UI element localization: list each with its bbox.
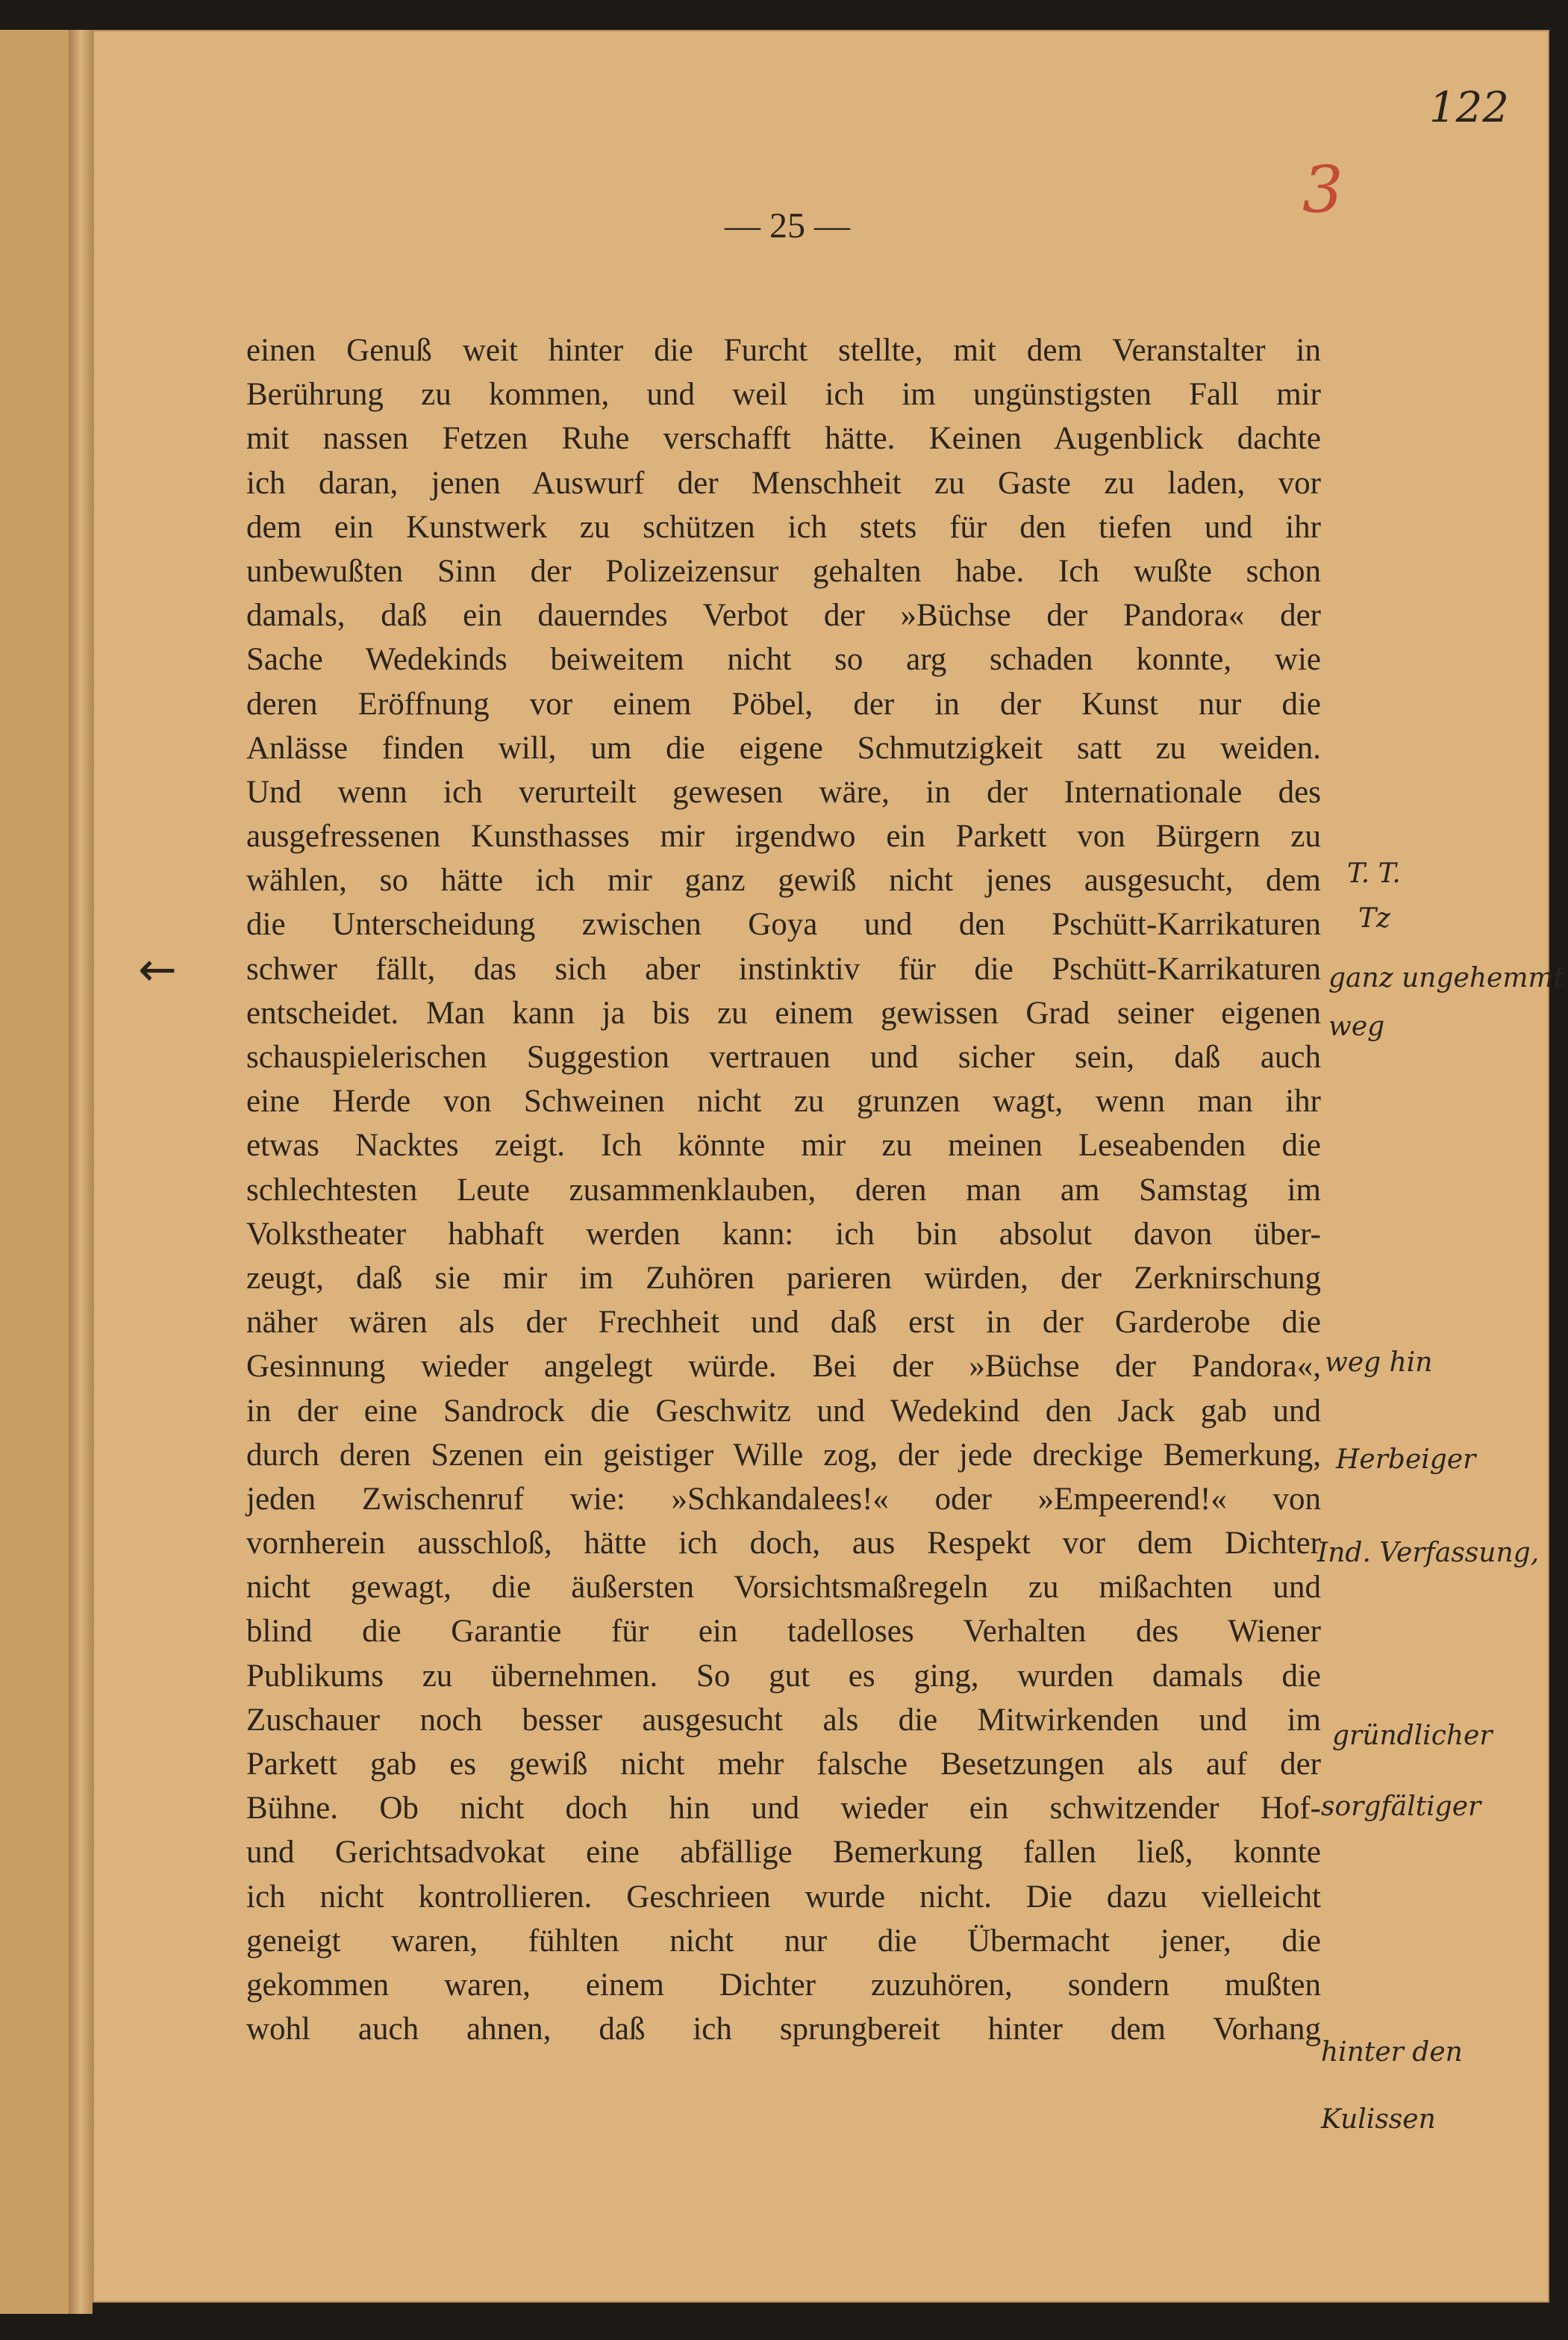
text-line: schlechtesten Leute zusammenklauben, deren man am Samstag im xyxy=(246,1172,1321,1208)
text-line: blind die Garantie für ein tadelloses Verhalten des Wiener xyxy=(246,1614,1321,1650)
text-line: Bühne. Ob nicht doch hin und wieder ein schwitzender Hof- xyxy=(246,1791,1321,1826)
text-line: wählen, so hätte ich mir ganz gewiß nicht jenes ausgesucht, dem xyxy=(246,863,1321,899)
text-line: gekommen waren, einem Dichter zuzuhören, sondern mußten xyxy=(246,1967,1321,2003)
text-line: ich daran, jenen Auswurf der Menschheit zu Gaste zu laden, vor xyxy=(246,465,1321,501)
margin-note: gründlicher xyxy=(1332,1720,1493,1751)
text-line: etwas Nacktes zeigt. Ich könnte mir zu meinen Leseabenden die xyxy=(246,1128,1321,1164)
text-line: Und wenn ich verurteilt gewesen wäre, in der Internationale des xyxy=(246,774,1321,810)
margin-note: weg hin xyxy=(1325,1347,1433,1378)
margin-note: Tz xyxy=(1358,903,1390,934)
text-line: wohl auch ahnen, daß ich sprungbereit hinter dem Vorhang xyxy=(246,2012,1321,2047)
text-line: Publikums zu übernehmen. So gut es ging, wurden damals die xyxy=(246,1658,1321,1694)
text-line: ausgefressenen Kunsthasses mir irgendwo ein Parkett von Bürgern zu xyxy=(246,819,1321,855)
text-line: ich nicht kontrollieren. Geschrieen wurde nicht. Die dazu vielleicht xyxy=(246,1879,1321,1915)
text-line: schauspielerischen Suggestion vertrauen und sicher sein, daß auch xyxy=(246,1040,1321,1075)
text-line: jeden Zwischenruf wie: »Schkandalees!« oder »Empeerend!« von xyxy=(246,1481,1321,1517)
text-line: Volkstheater habhaft werden kann: ich bin absolut davon über- xyxy=(246,1216,1321,1252)
margin-arrow-icon: ← xyxy=(138,942,177,996)
text-line: geneigt waren, fühlten nicht nur die Übermacht jener, die xyxy=(246,1923,1321,1959)
text-line: zeugt, daß sie mir im Zuhören parieren würden, der Zerknirschung xyxy=(246,1260,1321,1296)
body-text xyxy=(246,328,1321,2051)
margin-note: T. T. xyxy=(1347,858,1401,889)
text-line: Parkett gab es gewiß nicht mehr falsche Besetzungen als auf der xyxy=(246,1747,1321,1782)
text-line: mit nassen Fetzen Ruhe verschafft hätte. Keinen Augenblick dachte xyxy=(246,421,1321,457)
text-line: entscheidet. Man kann ja bis zu einem gewissen Grad seiner eigenen xyxy=(246,995,1321,1031)
text-line: nicht gewagt, die äußersten Vorsichtsmaßregeln zu mißachten und xyxy=(246,1570,1321,1606)
text-line: näher wären als der Frechheit und daß erst in der Garderobe die xyxy=(246,1305,1321,1341)
text-line: durch deren Szenen ein geistiger Wille zog, der jede dreckige Bemerkung, xyxy=(246,1437,1321,1473)
text-line: Berührung zu kommen, und weil ich im ungünstigsten Fall mir xyxy=(246,377,1321,413)
text-line: Zuschauer noch besser ausgesucht als die Mitwirkenden und im xyxy=(246,1702,1321,1738)
text-line: Sache Wedekinds beiweitem nicht so arg schaden konnte, wie xyxy=(246,642,1321,678)
page-number: — 25 — xyxy=(725,206,850,246)
book-spine xyxy=(69,30,93,2314)
red-pencil-mark: 3 xyxy=(1302,153,1343,228)
text-line: damals, daß ein dauerndes Verbot der »Büchse der Pandora« der xyxy=(246,598,1321,634)
text-line: Anlässe finden will, um die eigene Schmutzigkeit satt zu weiden. xyxy=(246,730,1321,766)
text-line: deren Eröffnung vor einem Pöbel, der in der Kunst nur die xyxy=(246,686,1321,722)
margin-note: weg xyxy=(1328,1011,1385,1042)
text-line: Gesinnung wieder angelegt würde. Bei der »Büchse der Pandora«, xyxy=(246,1349,1321,1385)
text-line: dem ein Kunstwerk zu schützen ich stets für den tiefen und ihr xyxy=(246,509,1321,545)
text-line: in der eine Sandrock die Geschwitz und Wedekind den Jack gab und xyxy=(246,1393,1321,1429)
margin-note: ganz ungehemmt xyxy=(1328,963,1565,993)
margin-note: sorgfältiger xyxy=(1321,1791,1481,1822)
archive-number: 122 xyxy=(1429,84,1509,132)
margin-note: Herbeiger xyxy=(1336,1444,1476,1475)
text-line: einen Genuß weit hinter die Furcht stellte, mit dem Veranstalter in xyxy=(246,333,1321,368)
margin-note: hinter den Kulissen xyxy=(1321,2037,1463,2135)
margin-note: Ind. Verfassung, xyxy=(1317,1538,1540,1568)
text-line: eine Herde von Schweinen nicht zu grunzen wagt, wenn man ihr xyxy=(246,1084,1321,1120)
text-line: und Gerichtsadvokat eine abfällige Bemerkung fallen ließ, konnte xyxy=(246,1835,1321,1871)
text-line: unbewußten Sinn der Polizeizensur gehalten habe. Ich wußte schon xyxy=(246,553,1321,589)
text-line: schwer fällt, das sich aber instinktiv für die Pschütt-Karrikaturen xyxy=(246,951,1321,987)
text-line: vornherein ausschloß, hätte ich doch, aus Respekt vor dem Dichter xyxy=(246,1526,1321,1561)
text-line: die Unterscheidung zwischen Goya und den Pschütt-Karrikaturen xyxy=(246,907,1321,943)
